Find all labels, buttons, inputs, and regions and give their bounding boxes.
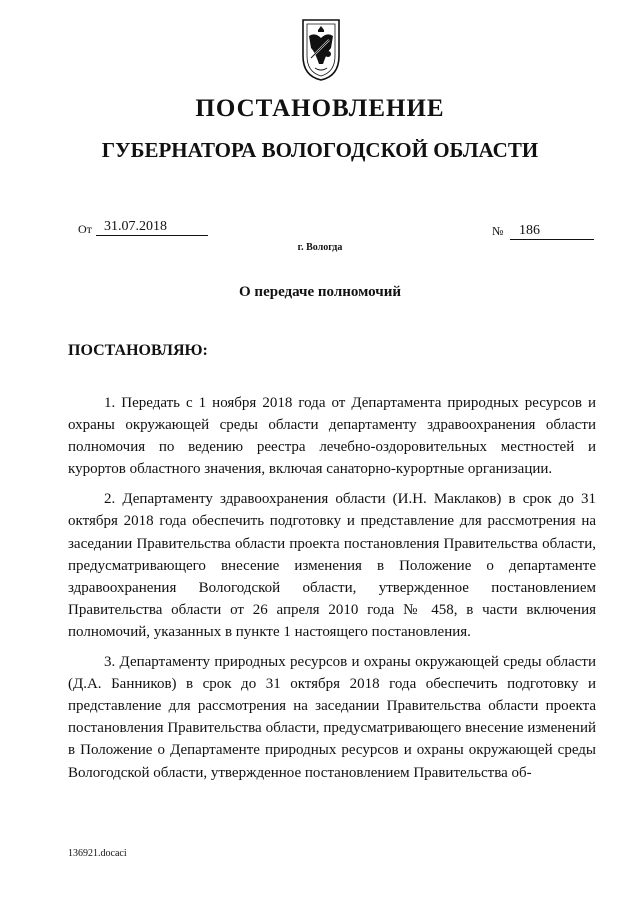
document-title: ПОСТАНОВЛЕНИЕ [195,95,445,122]
paragraph-1: 1. Передать с 1 ноября 2018 года от Департамента природных ресурсов и охраны окружающей среды области департаменту здравоохранения области полномочия по ведению реестра лечебно-оздоровительных местностей и курортов областного значения, включая санаторно-курортные организации. [68,395,596,478]
resolve-heading: ПОСТАНОВЛЯЮ: [68,342,208,359]
document-number: 186 [510,222,594,240]
date-label: От [78,222,92,236]
vologda-coat-of-arms-icon [301,18,341,82]
document-date: 31.07.2018 [96,218,208,236]
paragraph-3: 3. Департаменту природных ресурсов и охраны окружающей среды области (Д.А. Банников) в срок до 31 октября 2018 года обеспечить подготовку и представление для рассмотрения на заседании Правительства области проекта постановления Правительства области, предусматривающего внесение изменений в Положение о Департаменте природных ресурсов и охраны окружающей среды Вологодской области, утвержденное постановлением Правительства об- [68,654,596,781]
document-city: г. Вологда [297,242,343,253]
paragraph-2: 2. Департаменту здравоохранения области (И.Н. Маклаков) в срок до 31 октября 2018 года обеспечить подготовку и представление для рассмотрения на заседании Правительства области проекта постановления Правительства области, предусматривающего внесение изменения в Положение о департаменте здравоохранения Вологодской области, утвержденное постановлением Правительства области от 26 апреля 2010 года № 458, в части включения полномочий, указанных в пункте 1 настоящего постановления. [68,491,596,640]
document-issuer: ГУБЕРНАТОРА ВОЛОГОДСКОЙ ОБЛАСТИ [101,138,539,162]
document-subject: О передаче полномочий [239,284,401,300]
file-reference: 136921.docaci [68,848,127,859]
document-body [68,392,596,784]
number-label: № [492,224,504,238]
